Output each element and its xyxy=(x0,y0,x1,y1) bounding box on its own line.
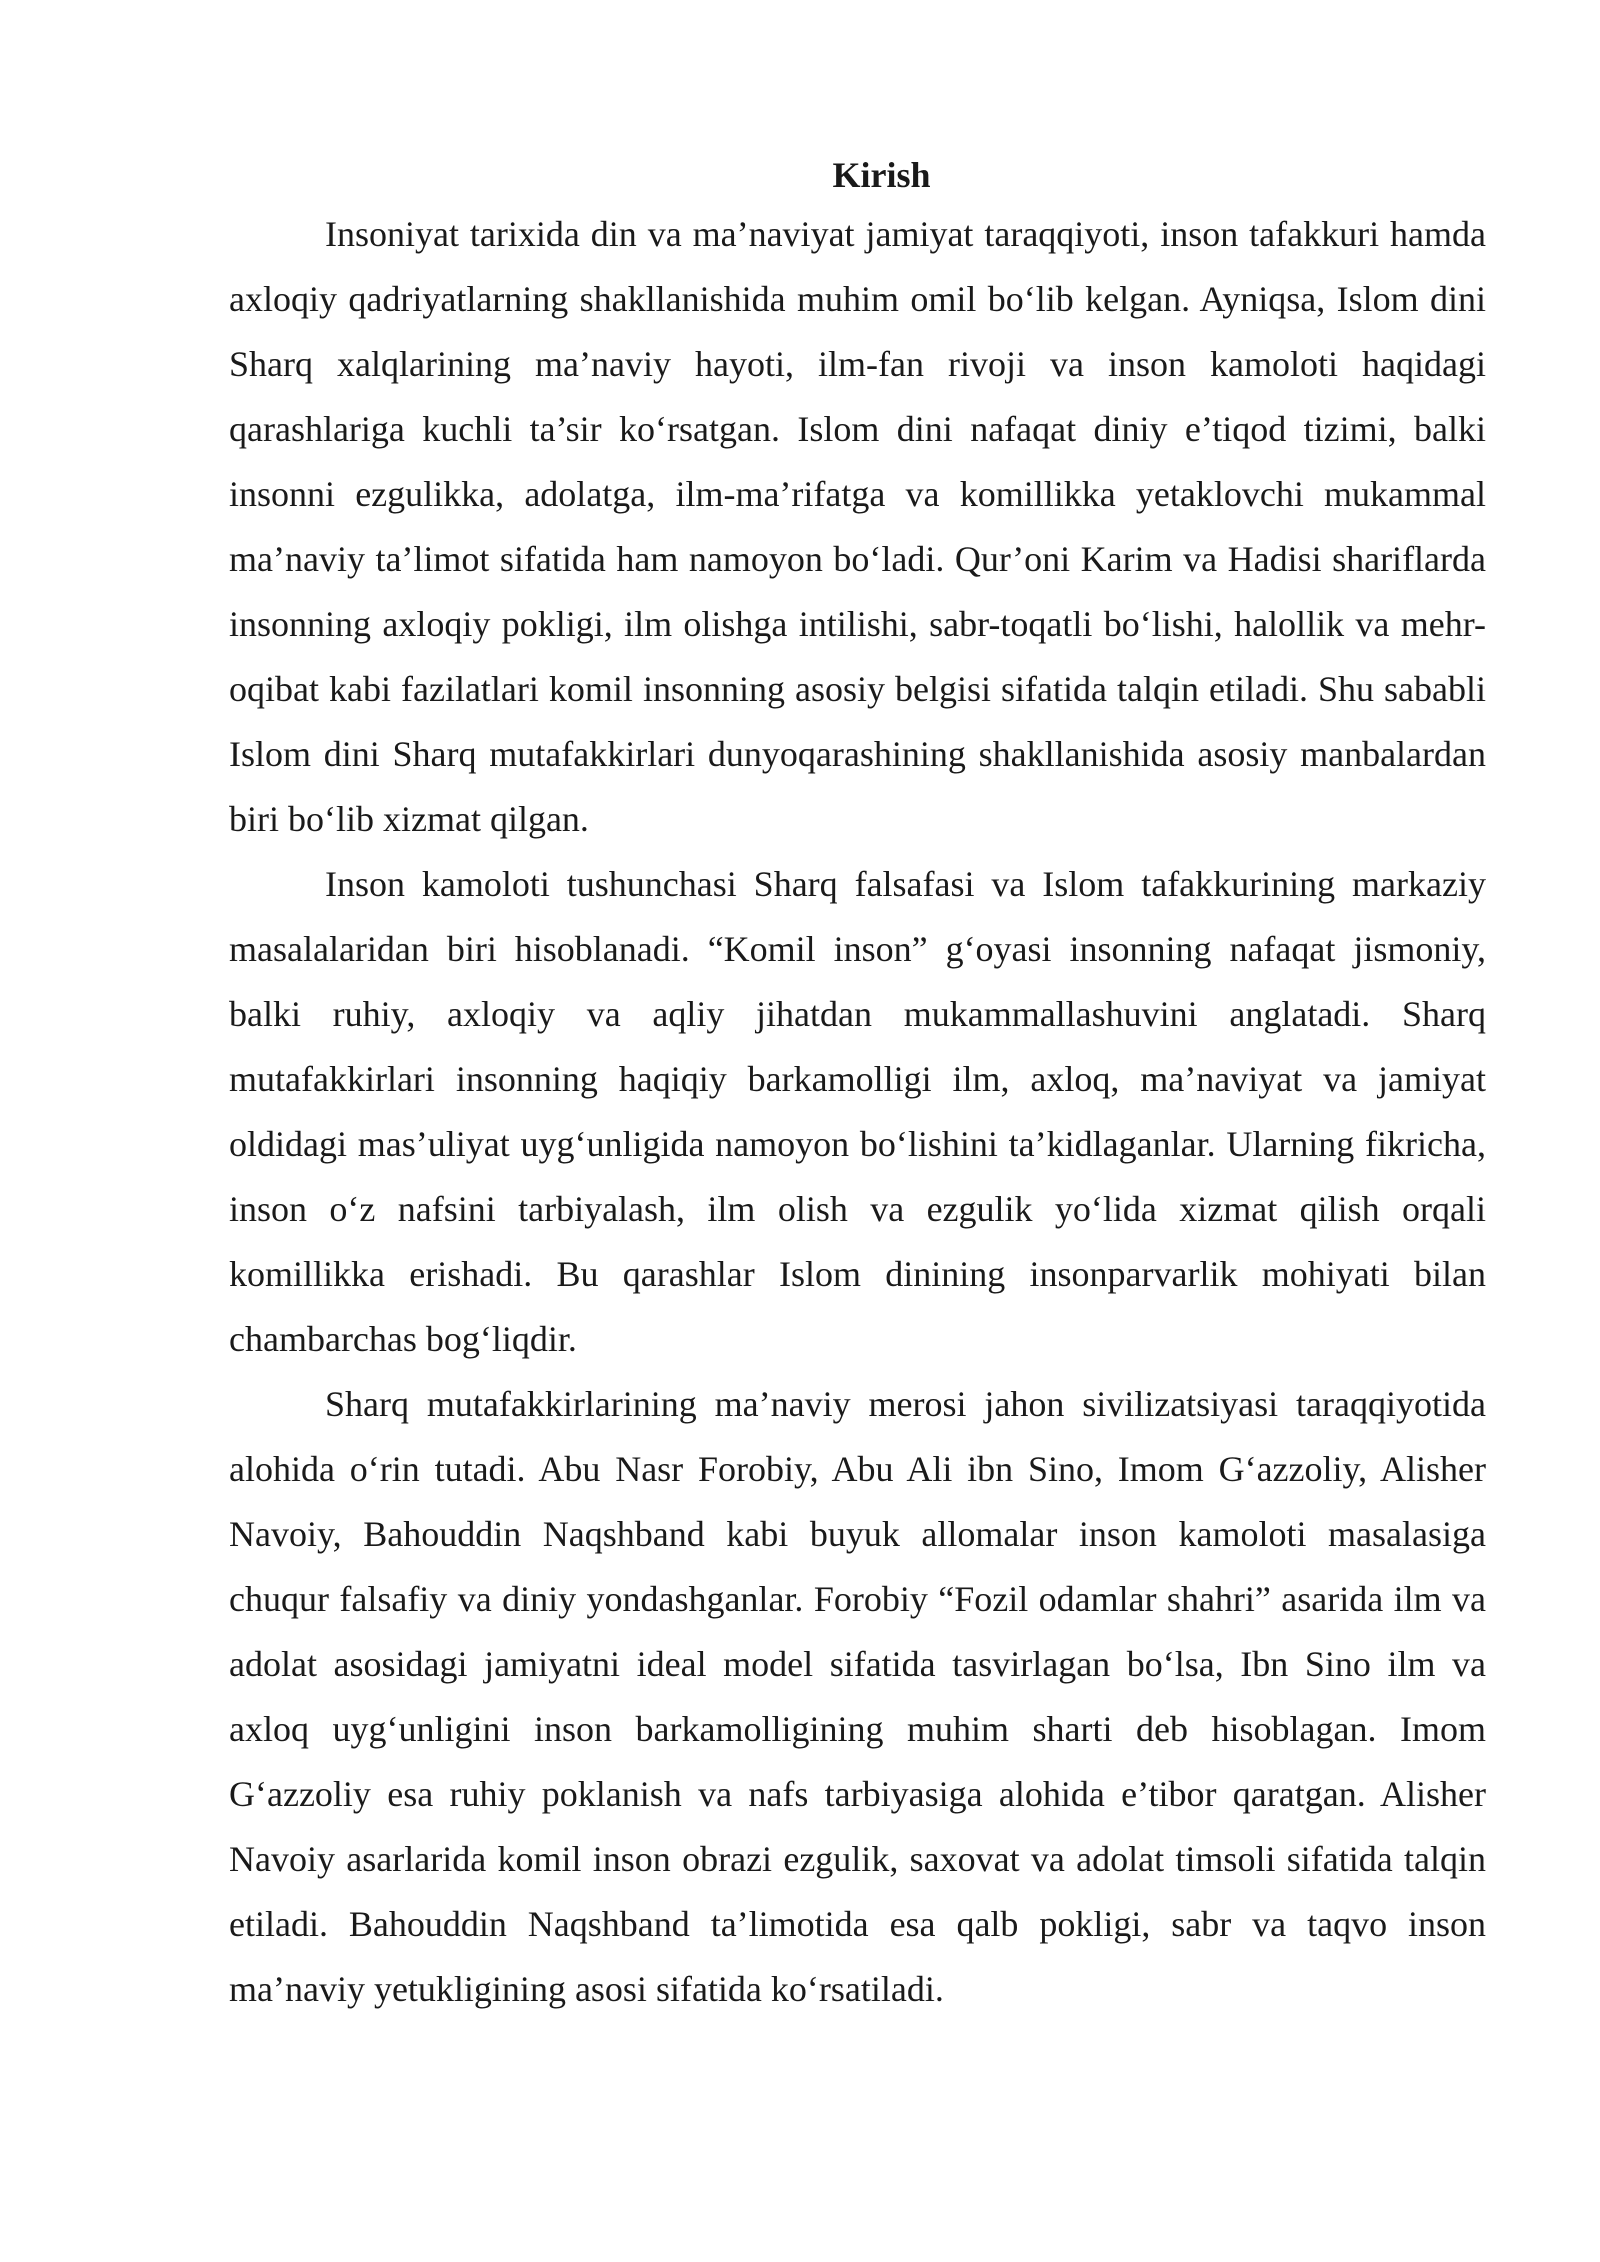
paragraph-1: Insoniyat tarixida din va ma’naviyat jamiyat taraqqiyoti, inson tafakkuri hamda axloqiy qadriyatlarning shakllanishida muhim omil bo‘lib kelgan. Ayniqsa, Islom dini Sharq xalqlarining ma’naviy hayoti, ilm-fan rivoji va inson kamoloti haqidagi qarashlariga kuchli ta’sir ko‘rsatgan. Islom dini nafaqat diniy e’tiqod tizimi, balki insonni ezgulikka, adolatga, ilm-ma’rifatga va komillikka yetaklovchi mukammal ma’naviy ta’limot sifatida ham namoyon bo‘ladi. Qur’oni Karim va Hadisi shariflarda insonning axloqiy pokligi, ilm olishga intilishi, sabr-toqatli bo‘lishi, halollik va mehr-oqibat kabi fazilatlari komil insonning asosiy belgisi sifatida talqin etiladi. Shu sababli Islom dini Sharq mutafakkirlari dunyoqarashining shakllanishida asosiy manbalardan biri bo‘lib xizmat qilgan. xyxy=(229,214,1486,839)
document-body xyxy=(229,148,1486,2022)
paragraph-3: Sharq mutafakkirlarining ma’naviy merosi jahon sivilizatsiyasi taraqqiyotida alohida o‘rin tutadi. Abu Nasr Forobiy, Abu Ali ibn Sino, Imom G‘azzoliy, Alisher Navoiy, Bahouddin Naqshband kabi buyuk allomalar inson kamoloti masalasiga chuqur falsafiy va diniy yondashganlar. Forobiy “Fozil odamlar shahri” asarida ilm va adolat asosidagi jamiyatni ideal model sifatida tasvirlagan bo‘lsa, Ibn Sino ilm va axloq uyg‘unligini inson barkamolligining muhim sharti deb hisoblagan. Imom G‘azzoliy esa ruhiy poklanish va nafs tarbiyasiga alohida e’tibor qaratgan. Alisher Navoiy asarlarida komil inson obrazi ezgulik, saxovat va adolat timsoli sifatida talqin etiladi. Bahouddin Naqshband ta’limotida esa qalb pokligi, sabr va taqvo inson ma’naviy yetukligining asosi sifatida ko‘rsatiladi. xyxy=(229,1384,1486,2009)
section-heading: Kirish xyxy=(832,155,931,195)
paragraph-2: Inson kamoloti tushunchasi Sharq falsafasi va Islom tafakkurining markaziy masalalaridan biri hisoblanadi. “Komil inson” g‘oyasi insonning nafaqat jismoniy, balki ruhiy, axloqiy va aqliy jihatdan mukammallashuvini anglatadi. Sharq mutafakkirlari insonning haqiqiy barkamolligi ilm, axloq, ma’naviyat va jamiyat oldidagi mas’uliyat uyg‘unligida namoyon bo‘lishini ta’kidlaganlar. Ularning fikricha, inson o‘z nafsini tarbiyalash, ilm olish va ezgulik yo‘lida xizmat qilish orqali komillikka erishadi. Bu qarashlar Islom dinining insonparvarlik mohiyati bilan chambarchas bog‘liqdir. xyxy=(229,864,1486,1359)
